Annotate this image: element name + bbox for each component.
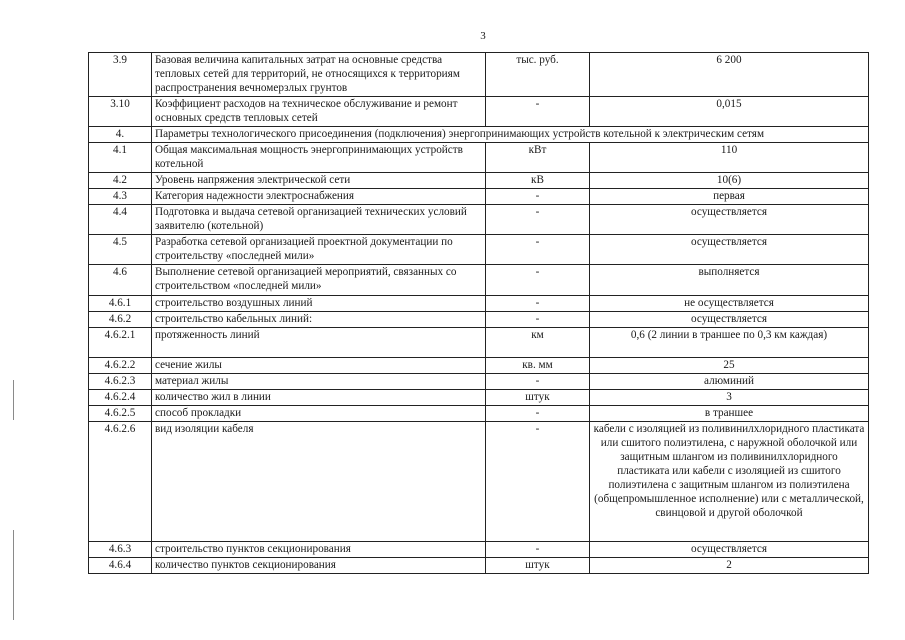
row-unit: -: [486, 542, 590, 558]
row-description: Общая максимальная мощность энергопринимающих устройств котельной: [152, 143, 486, 173]
row-unit: -: [486, 296, 590, 312]
row-number: 4.6.4: [89, 558, 152, 574]
parameters-table: [88, 52, 869, 574]
row-number: 4.6.1: [89, 296, 152, 312]
row-number: 4.6.2.3: [89, 374, 152, 390]
row-number: 4.2: [89, 173, 152, 189]
table-row: [89, 143, 869, 173]
row-description: количество пунктов секционирования: [152, 558, 486, 574]
row-number: 4.6.2.1: [89, 328, 152, 358]
section-row: [89, 127, 869, 143]
row-unit: -: [486, 235, 590, 265]
row-description: Выполнение сетевой организацией мероприятий, связанных со строительством «последней мили»: [152, 265, 486, 296]
row-unit: -: [486, 312, 590, 328]
table-row: [89, 328, 869, 358]
scan-margin-mark: [13, 530, 14, 620]
table-row: [89, 173, 869, 189]
table-row: [89, 265, 869, 296]
row-description: Категория надежности электроснабжения: [152, 189, 486, 205]
row-description: Разработка сетевой организацией проектной документации по строительству «последней мили»: [152, 235, 486, 265]
row-unit: -: [486, 97, 590, 127]
table-row: [89, 422, 869, 542]
table-row: [89, 406, 869, 422]
row-number: 4.4: [89, 205, 152, 235]
row-unit: км: [486, 328, 590, 358]
row-number: 4.6: [89, 265, 152, 296]
page-number: 3: [480, 30, 486, 42]
table-row: [89, 358, 869, 374]
row-number: 4.3: [89, 189, 152, 205]
row-description: способ прокладки: [152, 406, 486, 422]
table-row: [89, 374, 869, 390]
row-unit: штук: [486, 390, 590, 406]
row-unit: -: [486, 265, 590, 296]
row-value: осуществляется: [590, 312, 869, 328]
row-description: сечение жилы: [152, 358, 486, 374]
row-unit: -: [486, 406, 590, 422]
row-value: 6 200: [590, 53, 869, 97]
row-value: не осуществляется: [590, 296, 869, 312]
row-number: 3.10: [89, 97, 152, 127]
table-row: [89, 296, 869, 312]
row-unit: тыс. руб.: [486, 53, 590, 97]
row-description: материал жилы: [152, 374, 486, 390]
table-row: [89, 189, 869, 205]
row-number: 4.5: [89, 235, 152, 265]
row-description: строительство кабельных линий:: [152, 312, 486, 328]
table-row: [89, 390, 869, 406]
row-number: 4.1: [89, 143, 152, 173]
row-value: 10(6): [590, 173, 869, 189]
row-value: 0,015: [590, 97, 869, 127]
row-unit: -: [486, 422, 590, 542]
row-number: 4.6.2.6: [89, 422, 152, 542]
row-description: Уровень напряжения электрической сети: [152, 173, 486, 189]
row-number: 4.6.2.2: [89, 358, 152, 374]
section-title: Параметры технологического присоединения (подключения) энергопринимающих устройств котельной к электрическим сетям: [152, 127, 869, 143]
row-description: Коэффициент расходов на техническое обслуживание и ремонт основных средств тепловых сетей: [152, 97, 486, 127]
row-unit: -: [486, 189, 590, 205]
row-value: алюминий: [590, 374, 869, 390]
row-description: Базовая величина капитальных затрат на основные средства тепловых сетей для территорий, не относящихся к территориям распространения вечномерзлых грунтов: [152, 53, 486, 97]
row-unit: кв. мм: [486, 358, 590, 374]
row-value: осуществляется: [590, 235, 869, 265]
row-value: 0,6 (2 линии в траншее по 0,3 км каждая): [590, 328, 869, 358]
row-description: строительство пунктов секционирования: [152, 542, 486, 558]
row-description: протяженность линий: [152, 328, 486, 358]
table-row: [89, 558, 869, 574]
row-value: в траншее: [590, 406, 869, 422]
table-row: [89, 205, 869, 235]
table-row: [89, 312, 869, 328]
row-unit: кВт: [486, 143, 590, 173]
table-row: [89, 542, 869, 558]
row-value: 3: [590, 390, 869, 406]
table-row: [89, 235, 869, 265]
table-row: [89, 53, 869, 97]
row-number: 4.6.3: [89, 542, 152, 558]
section-number: 4.: [89, 127, 152, 143]
row-description: вид изоляции кабеля: [152, 422, 486, 542]
row-value: 110: [590, 143, 869, 173]
row-value: 2: [590, 558, 869, 574]
row-value: осуществляется: [590, 542, 869, 558]
row-value: выполняется: [590, 265, 869, 296]
row-description: Подготовка и выдача сетевой организацией технических условий заявителю (котельной): [152, 205, 486, 235]
table-row: [89, 97, 869, 127]
row-value: кабели с изоляцией из поливинилхлоридного пластиката или сшитого полиэтилена, с наружной оболочкой или защитным шлангом из поливинилхлоридного пластиката или кабели с изоляцией из сшитого полиэтилена с защитным шлангом из полиэтилена (общепромышленное исполнение) или с металлической, свинцовой и другой оболочкой: [590, 422, 869, 542]
row-number: 4.6.2.5: [89, 406, 152, 422]
row-number: 4.6.2.4: [89, 390, 152, 406]
row-description: строительство воздушных линий: [152, 296, 486, 312]
row-number: 4.6.2: [89, 312, 152, 328]
row-value: осуществляется: [590, 205, 869, 235]
row-value: 25: [590, 358, 869, 374]
row-unit: штук: [486, 558, 590, 574]
scan-margin-mark: [13, 380, 14, 420]
row-unit: -: [486, 205, 590, 235]
row-unit: кВ: [486, 173, 590, 189]
row-description: количество жил в линии: [152, 390, 486, 406]
row-number: 3.9: [89, 53, 152, 97]
row-value: первая: [590, 189, 869, 205]
row-unit: -: [486, 374, 590, 390]
